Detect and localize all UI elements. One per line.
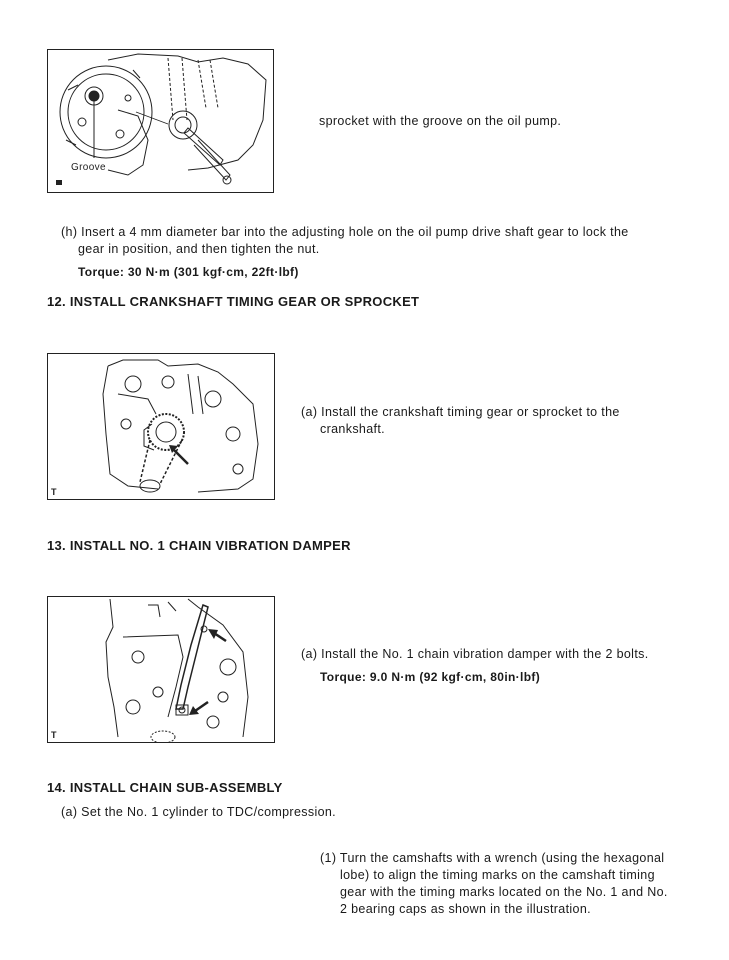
- step11-h-label: (h): [61, 225, 78, 239]
- step11-caption-tail: sprocket with the groove on the oil pump.: [319, 114, 562, 128]
- step13-torque: Torque: 9.0 N·m (92 kgf·cm, 80in·lbf): [320, 670, 541, 684]
- crankshaft-gear-illustration: [48, 354, 274, 499]
- step14-heading: 14. INSTALL CHAIN SUB-ASSEMBLY: [47, 780, 283, 795]
- step14-1-line1: (1) Turn the camshafts with a wrench (using the hexagonal: [320, 851, 665, 865]
- figure-oil-pump-sprocket: [47, 49, 274, 193]
- step13-heading: 13. INSTALL NO. 1 CHAIN VIBRATION DAMPER: [47, 538, 351, 553]
- fig2-code: T: [51, 487, 57, 497]
- step11-h-text1: Insert a 4 mm diameter bar into the adjusting hole on the oil pump drive shaft gear to lock the: [81, 225, 629, 239]
- figure-chain-damper: [47, 596, 275, 743]
- step14-1-line4: 2 bearing caps as shown in the illustration.: [340, 902, 591, 916]
- figure-crankshaft-gear: [47, 353, 275, 500]
- step14-1-line2: lobe) to align the timing marks on the camshaft timing: [340, 868, 655, 882]
- step11-torque: Torque: 30 N·m (301 kgf·cm, 22ft·lbf): [78, 265, 299, 279]
- step12-a-line2: crankshaft.: [320, 422, 385, 436]
- chain-damper-illustration: [48, 597, 274, 742]
- step11-h-line1: [61, 224, 629, 241]
- step11-h-line2: gear in position, and then tighten the nut.: [78, 242, 320, 256]
- fig3-code: T: [51, 730, 57, 740]
- step14-1-line3: gear with the timing marks located on the No. 1 and No.: [340, 885, 668, 899]
- step14-a-line: (a) Set the No. 1 cylinder to TDC/compression.: [61, 805, 336, 819]
- oil-pump-sprocket-illustration: [48, 50, 273, 192]
- groove-callout: Groove: [71, 162, 106, 173]
- step12-a-line1: (a) Install the crankshaft timing gear or sprocket to the: [301, 405, 620, 419]
- step13-a-line1: (a) Install the No. 1 chain vibration damper with the 2 bolts.: [301, 647, 649, 661]
- step12-heading: 12. INSTALL CRANKSHAFT TIMING GEAR OR SPROCKET: [47, 294, 420, 309]
